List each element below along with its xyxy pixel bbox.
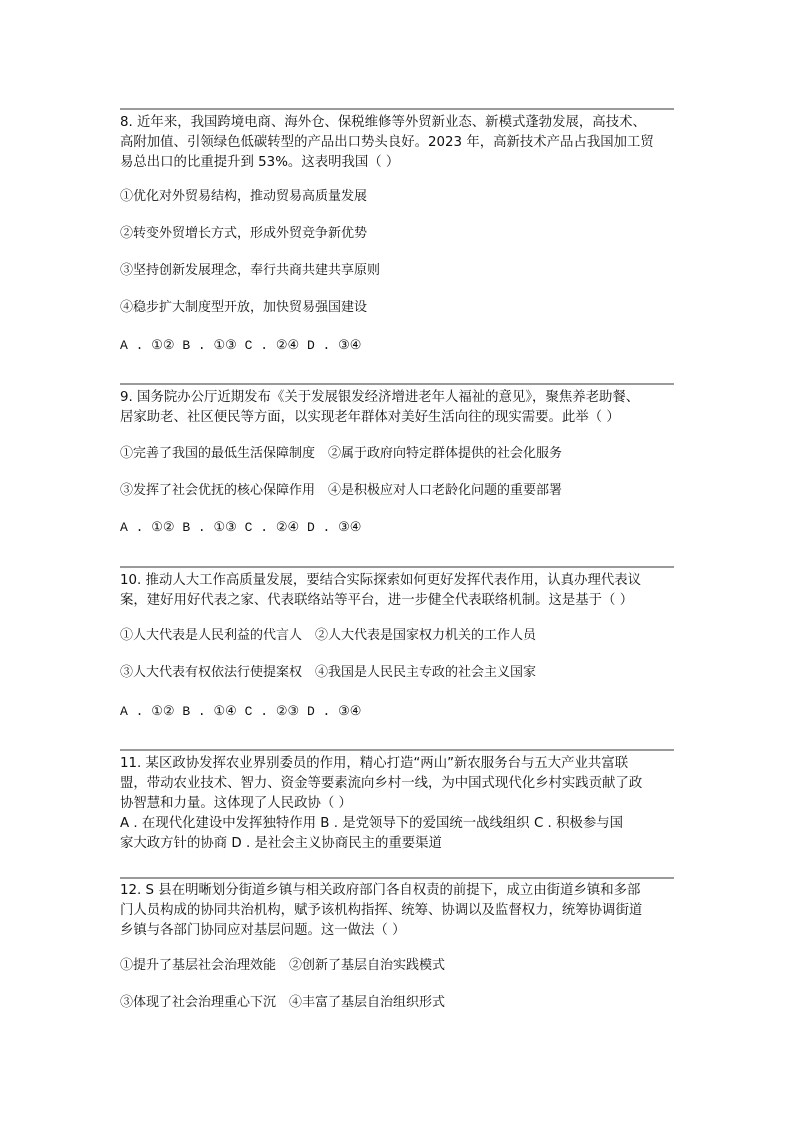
question-11-stem-line-3: 协智慧和力量。这体现了人民政协（ ） xyxy=(120,796,352,811)
question-9-option-3: ③发挥了社会优抚的核心保障作用 xyxy=(120,483,316,498)
question-11-stem-line-2: 盟，带动农业技术、智力、资金等要素流向乡村一线，为中国式现代化乡村实践贡献了政 xyxy=(120,776,643,791)
question-8-option-1: ①优化对外贸易结构，推动贸易高质量发展 xyxy=(120,189,368,204)
question-9-option-row-2 xyxy=(120,481,680,501)
question-12-option-2: ②创新了基层自治实践模式 xyxy=(289,958,446,973)
question-divider xyxy=(120,877,674,879)
question-9-option-2: ②属于政府向特定群体提供的社会化服务 xyxy=(328,446,563,461)
question-9-answer-choices: A . ①② B . ①③ C . ②④ D . ③④ xyxy=(120,520,362,535)
question-8-option-2: ②转变外贸增长方式，形成外贸竞争新优势 xyxy=(120,226,368,241)
question-divider xyxy=(120,566,674,568)
question-12-option-row-1 xyxy=(120,956,680,976)
question-8-option-3: ③坚持创新发展理念，奉行共商共建共享原则 xyxy=(120,263,381,278)
question-12-stem-line-2: 门人员构成的协同共治机构，赋予该机构指挥、统筹、协调以及监督权力，统筹协调街道 xyxy=(120,903,643,918)
question-8-option-4: ④稳步扩大制度型开放，加快贸易强国建设 xyxy=(120,300,368,315)
question-10-option-2: ②人大代表是国家权力机关的工作人员 xyxy=(315,628,537,643)
question-9-option-4: ④是积极应对人口老龄化问题的重要部署 xyxy=(328,483,563,498)
question-10-stem-line-1: 10. 推动人大工作高质量发展，要结合实际探索如何更好发挥代表作用，认真办理代表议 xyxy=(120,573,642,588)
question-8-stem-line-2: 高附加值、引领绿色低碳转型的产品出口势头良好。2023 年，高新技术产品占我国加工贸 xyxy=(120,135,654,150)
question-8-stem-line-3: 易总出口的比重提升到 53%。这表明我国（ ） xyxy=(120,155,400,170)
question-9-option-row-1 xyxy=(120,444,680,464)
question-10-option-row-2 xyxy=(120,663,680,683)
question-12-stem-line-1: 12. S 县在明晰划分街道乡镇与相关政府部门各自权责的前提下，成立由街道乡镇和多部 xyxy=(120,883,641,898)
question-12-option-4: ④丰富了基层自治组织形式 xyxy=(289,995,446,1010)
question-9-option-1: ①完善了我国的最低生活保障制度 xyxy=(120,446,316,461)
question-10-option-1: ①人大代表是人民利益的代言人 xyxy=(120,628,303,643)
question-10-option-3: ③人大代表有权依法行使提案权 xyxy=(120,665,303,680)
question-9-stem-line-1: 9. 国务院办公厅近期发布《关于发展银发经济增进老年人福祉的意见》，聚焦养老助餐、 xyxy=(120,390,640,405)
question-11-answer-line-1: A . 在现代化建设中发挥独特作用 B . 是党领导下的爱国统一战线组织 C . 积极参与国 xyxy=(120,816,624,831)
question-divider xyxy=(120,108,674,110)
question-8-stem-line-1: 8. 近年来，我国跨境电商、海外仓、保税维修等外贸新业态、新模式蓬勃发展，高技术、 xyxy=(120,115,646,130)
question-8-answer-choices: A . ①② B . ①③ C . ②④ D . ③④ xyxy=(120,338,362,353)
question-12-option-row-2 xyxy=(120,993,680,1013)
question-12-option-3: ③体现了社会治理重心下沉 xyxy=(120,995,277,1010)
question-11-answer-line-2: 家大政方针的协商 D . 是社会主义协商民主的重要渠道 xyxy=(120,836,442,851)
question-12-stem-line-3: 乡镇与各部门协同应对基层问题。这一做法（ ） xyxy=(120,923,406,938)
question-divider xyxy=(120,749,674,751)
question-divider xyxy=(120,383,674,385)
question-10-option-row-1 xyxy=(120,626,680,646)
question-10-answer-choices: A . ①② B . ①④ C . ②③ D . ③④ xyxy=(120,704,362,719)
question-10-option-4: ④我国是人民民主专政的社会主义国家 xyxy=(315,665,537,680)
question-10-stem-line-2: 案，建好用好代表之家、代表联络站等平台，进一步健全代表联络机制。这是基于（ ） xyxy=(120,593,634,608)
question-11-stem-line-1: 11. 某区政协发挥农业界别委员的作用，精心打造“两山”新农服务台与五大产业共富联 xyxy=(120,756,629,771)
question-12-option-1: ①提升了基层社会治理效能 xyxy=(120,958,277,973)
question-9-stem-line-2: 居家助老、社区便民等方面，以实现老年群体对美好生活向往的现实需要。此举（ ） xyxy=(120,410,620,425)
